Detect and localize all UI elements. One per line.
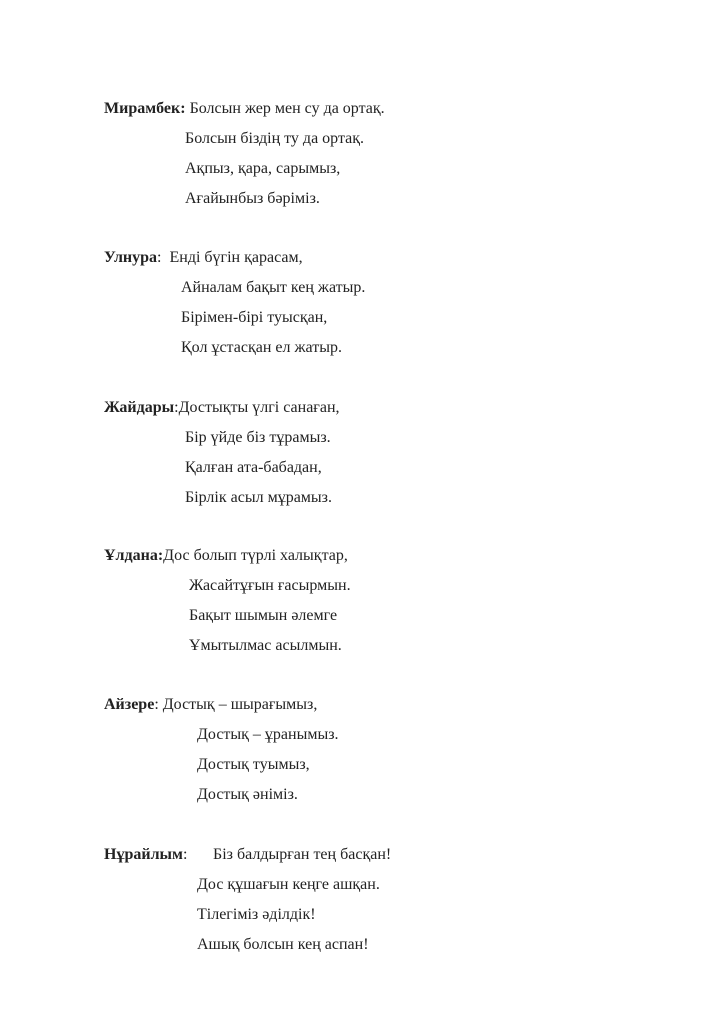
verse-line: Достық – ұранымыз. xyxy=(197,726,339,743)
speaker-name: Ұлдана: xyxy=(104,547,164,564)
speaker-name: Улнура xyxy=(104,249,158,266)
speaker-separator: : xyxy=(174,399,179,416)
speaker-name: Жайдары xyxy=(104,399,175,416)
verse-line: Жасайтұғын ғасырмын. xyxy=(189,577,351,594)
verse-text: Болсын жер мен су да ортақ. xyxy=(189,100,385,117)
speaker-name: Айзере xyxy=(104,696,155,713)
verse-line: Қол ұстасқан ел жатыр. xyxy=(181,339,342,356)
verse-line: Қалған ата-бабадан, xyxy=(185,459,322,476)
verse-line: Ақпыз, қара, сарымыз, xyxy=(185,160,341,177)
verse-line: Достық әніміз. xyxy=(197,786,298,803)
verse-line: Бақыт шымын әлемге xyxy=(189,607,338,624)
verse-line: Дос құшағын кеңге ашқан. xyxy=(197,876,380,893)
verse-line: Бір үйде біз тұрамыз. xyxy=(185,429,331,446)
stanza-first-line xyxy=(104,546,348,566)
speaker-name: Мирамбек: xyxy=(104,100,186,117)
speaker-separator: : xyxy=(157,249,170,266)
verse-line: Ашық болсын кең аспан! xyxy=(197,936,369,953)
verse-line: Бірімен-бірі туысқан, xyxy=(181,309,328,326)
stanza-first-line xyxy=(104,248,303,268)
verse-text: Достықты үлгі санаған, xyxy=(178,399,340,416)
speaker-name: Нұрайлым xyxy=(104,846,183,863)
verse-line: Ұмытылмас асылмын. xyxy=(189,637,342,654)
verse-line: Ағайынбыз бәріміз. xyxy=(185,190,320,207)
speaker-separator: : xyxy=(182,846,188,863)
verse-line: Достық туымыз, xyxy=(197,756,310,773)
verse-line: Бірлік асыл мұрамыз. xyxy=(185,489,332,506)
stanza-first-line xyxy=(104,99,385,119)
stanza-first-line xyxy=(104,398,340,418)
stanza-first-line xyxy=(104,845,187,865)
verse-text: Енді бүгін қарасам, xyxy=(169,249,303,266)
verse-line: Тілегіміз әділдік! xyxy=(197,906,316,923)
verse-text: Біз балдырған тең басқан! xyxy=(213,846,392,863)
verse-text: Достық – шырағымыз, xyxy=(162,696,318,713)
verse-line: Айналам бақыт кең жатыр. xyxy=(181,279,366,296)
speaker-separator: : xyxy=(154,696,163,713)
verse-text: Дос болып түрлі халықтар, xyxy=(163,547,348,564)
stanza-first-line xyxy=(104,695,317,715)
verse-line: Болсын біздің ту да ортақ. xyxy=(185,130,365,147)
